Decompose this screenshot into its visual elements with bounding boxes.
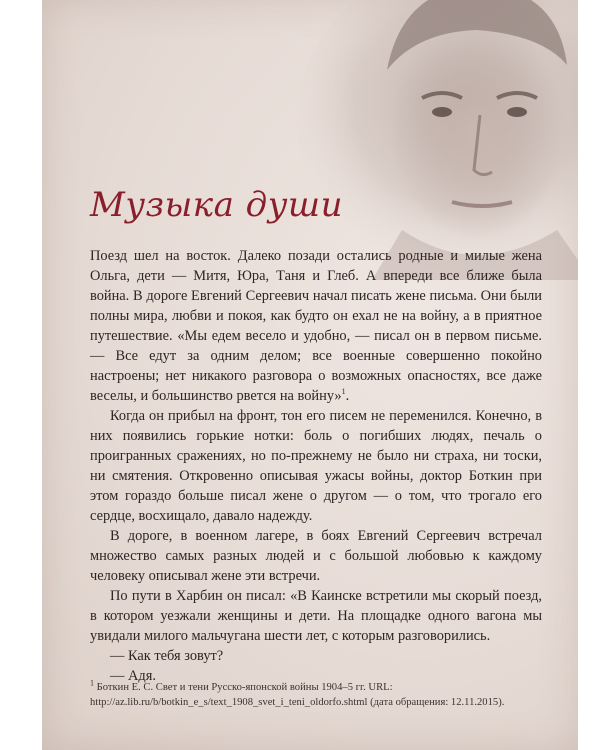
book-page [42,0,578,750]
footnote [90,680,542,710]
dialogue-line-1: — Как тебя зовут? [110,648,224,664]
dialogue-line-2: — Адя. [110,668,156,684]
footnote-text: Боткин Е. С. Свет и тени Русско-японской войны 1904–5 гг. URL: http://az.lib.ru/b/botkin_e_s/text_1908_svet_i_teni_oldorfo.shtml (дата обращения: 12.11.2015). [90,682,505,708]
footnote-marker: 1 [90,678,94,688]
paragraph-2: Когда он прибыл на фронт, тон его писем не переменился. Конечно, в них появились горькие нотки: боль о погибших людях, печаль о проигранных сражениях, но по-прежнему не было ни страха, ни тоски, ни смятения. Откровенно описывая ужасы войны, доктор Боткин при этом гораздо больше писал жене о другом — о том, что трогало его сердце, восхищало, давало надежду. [90,408,542,524]
paragraph-1-text: Поезд шел на восток. Далеко позади остались родные и милые жена Ольга, дети — Митя, Юра, Таня и Глеб. А впереди все ближе была война. В дороге Евгений Сергеевич начал писать жене письма. Они были полны мира, любви и покоя, как будто он ехал не на войну, а в приятное путешествие. «Мы едем весело и удобно, — писал он в первом письме. — Все едут за одним делом; все военные совершенно покойно настроены; нет никакого разговора о возможных опасностях, все даже веселы, и большинство рвется на войну» [90,248,542,404]
page-title: Музыка души [90,185,344,225]
paragraph-1: Поезд шел на восток. Далеко позади остались родные и милые жена Ольга, дети — Митя, Юра, Таня и Глеб. А впереди все ближе была война. В дороге Евгений Сергеевич начал писать жене письма. Они были полны мира, любви и покоя, как будто он ехал не на войну, а в приятное путешествие. «Мы едем весело и удобно, — писал он в первом письме. — Все едут за одним делом; все военные совершенно покойно настроены; нет никакого разговора о возможных опасностях, все даже веселы, и большинство рвется на войну»$^1$. [90,248,542,404]
paragraph-3: В дороге, в военном лагере, в боях Евгений Сергеевич встречал множество самых разных людей и с большой любовью к каждому человеку описывал жене эти встречи. [90,528,542,584]
paragraph-4: По пути в Харбин он писал: «В Каинске встретили мы скорый поезд, в котором уезжали женщины и дети. На площадке одного вагона мы увидали милого мальчугана шести лет, с которым разговорились. [90,588,542,644]
footnote-reference: 1 [341,387,346,397]
portrait-photo [292,0,578,280]
article-body [90,246,542,686]
